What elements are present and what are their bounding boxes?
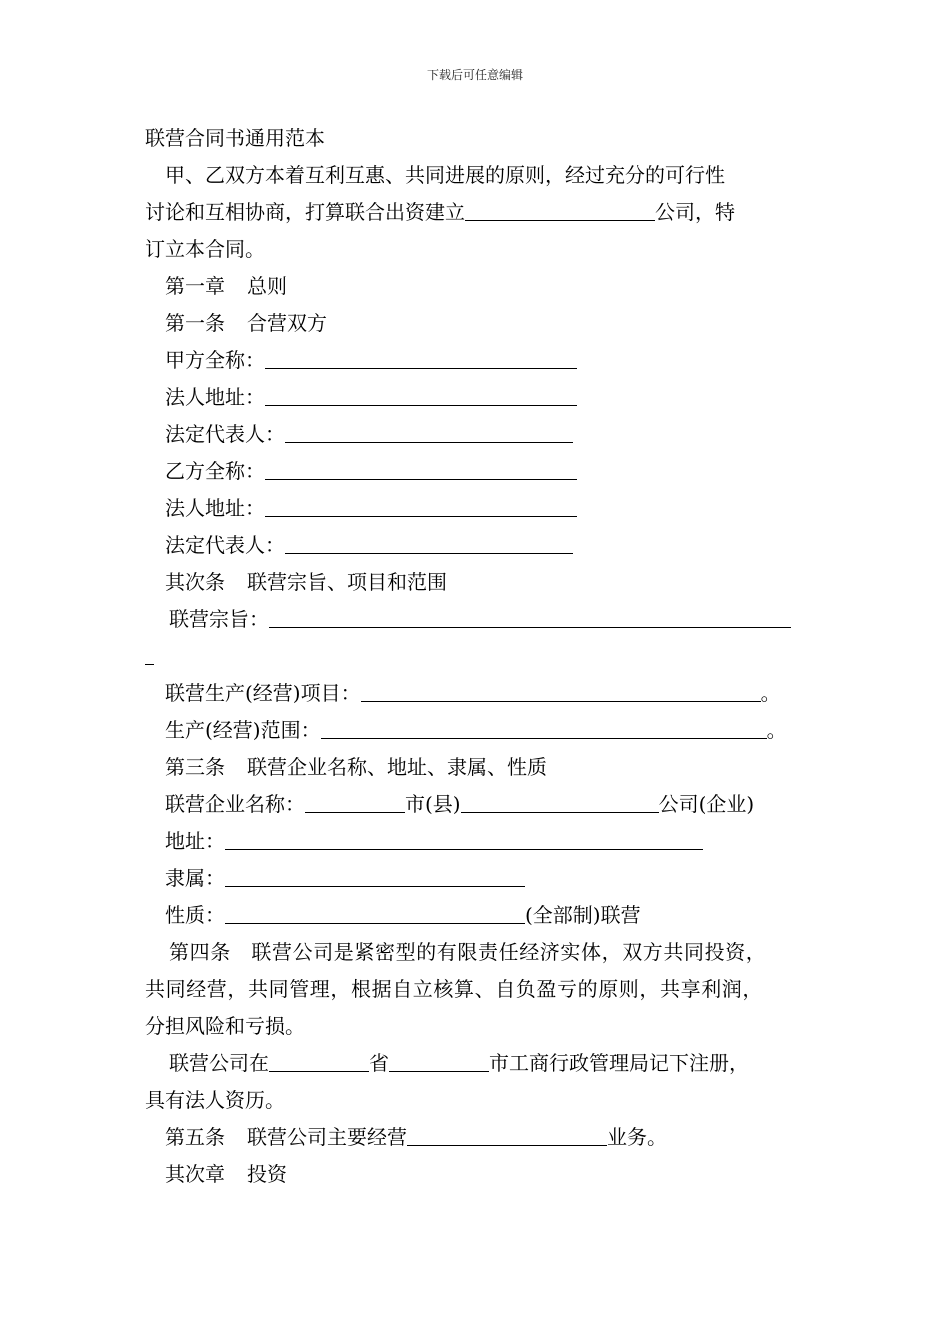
article-name: 合营双方 — [247, 311, 327, 335]
period: 。 — [760, 681, 781, 705]
field-label: 生产(经营)范围： — [165, 718, 321, 742]
registration-row — [145, 1045, 825, 1082]
registration-text: 联营公司在 — [169, 1051, 269, 1075]
chapter-name: 投资 — [247, 1162, 287, 1186]
field-label: 法人地址： — [165, 385, 265, 409]
party-a-address-row — [145, 379, 825, 416]
city-label: 市(县) — [405, 792, 461, 816]
field-label: 乙方全称： — [165, 459, 265, 483]
field-label: 法定代表人： — [165, 422, 285, 446]
party-b-rep-row — [145, 527, 825, 564]
party-a-name-blank[interactable] — [265, 346, 577, 369]
article-label: 其次条 — [165, 570, 225, 594]
field-label: 联营生产(经营)项目： — [165, 681, 361, 705]
field-label: 甲方全称： — [165, 348, 265, 372]
purpose-blank[interactable] — [269, 605, 791, 628]
affiliation-blank[interactable] — [225, 864, 525, 887]
field-label: 联营宗旨： — [169, 607, 269, 631]
article-2-heading — [145, 564, 825, 601]
business-scope-blank[interactable] — [407, 1123, 607, 1146]
enterprise-prefix-blank[interactable] — [305, 790, 405, 813]
province-label: 省 — [369, 1051, 389, 1075]
field-label: 联营企业名称： — [165, 792, 305, 816]
scope-blank[interactable] — [321, 716, 767, 739]
party-a-address-blank[interactable] — [265, 383, 577, 406]
document-title: 联营合同书通用范本 — [145, 126, 325, 150]
period: 。 — [766, 718, 787, 742]
field-label: 隶属： — [165, 866, 225, 890]
nature-suffix: (全部制)联营 — [525, 903, 641, 927]
party-b-name-row — [145, 453, 825, 490]
party-b-rep-blank[interactable] — [285, 531, 573, 554]
article-name: 联营宗旨、项目和范围 — [247, 570, 447, 594]
article-1-heading — [145, 305, 825, 342]
party-b-name-blank[interactable] — [265, 457, 577, 480]
enterprise-address-blank[interactable] — [225, 827, 703, 850]
party-a-rep-row — [145, 416, 825, 453]
enterprise-name-row — [145, 786, 825, 823]
article-text: 联营公司主要经营 — [247, 1125, 407, 1149]
article-4-line-1: 第四条 联营公司是紧密型的有限责任经济实体，双方共同投资， — [169, 940, 767, 964]
chapter-2-heading — [145, 1156, 825, 1193]
field-label: 性质： — [165, 903, 225, 927]
registration-province-blank[interactable] — [269, 1049, 369, 1072]
article-name: 联营企业名称、地址、隶属、性质 — [247, 755, 547, 779]
enterprise-name-blank[interactable] — [461, 790, 659, 813]
field-label: 法人地址： — [165, 496, 265, 520]
intro-line-3: 订立本合同。 — [145, 237, 265, 261]
scope-row — [145, 712, 825, 749]
article-label: 第一条 — [165, 311, 225, 335]
intro-text: 讨论和互相协商，打算联合出资建立 — [145, 200, 465, 224]
article-label: 第三条 — [165, 755, 225, 779]
field-label: 法定代表人： — [165, 533, 285, 557]
article-text: 业务。 — [607, 1125, 667, 1149]
header-note: 下载后可任意编辑 — [426, 68, 523, 82]
nature-row — [145, 897, 825, 934]
registration-line-2: 具有法人资历。 — [145, 1088, 285, 1112]
registration-city-blank[interactable] — [389, 1049, 489, 1072]
purpose-row — [145, 601, 825, 638]
chapter-label: 第一章 — [165, 274, 225, 298]
article-3-heading — [145, 749, 825, 786]
intro-line-2 — [145, 194, 825, 231]
purpose-blank-end[interactable] — [145, 642, 154, 665]
chapter-label: 其次章 — [165, 1162, 225, 1186]
intro-text: 公司，特 — [655, 200, 735, 224]
intro-line-1: 甲、乙双方本着互利互惠、共同进展的原则，经过充分的可行性 — [165, 163, 725, 187]
field-label: 地址： — [165, 829, 225, 853]
enterprise-address-row — [145, 823, 825, 860]
project-row — [145, 675, 825, 712]
contract-document — [145, 120, 825, 1193]
article-label: 第五条 — [165, 1125, 225, 1149]
company-name-blank[interactable] — [465, 198, 655, 221]
party-a-rep-blank[interactable] — [285, 420, 573, 443]
chapter-1-heading — [145, 268, 825, 305]
chapter-name: 总则 — [247, 274, 287, 298]
party-b-address-blank[interactable] — [265, 494, 577, 517]
party-a-name-row — [145, 342, 825, 379]
registration-text: 市工商行政管理局记下注册， — [489, 1051, 749, 1075]
article-4-line-3: 分担风险和亏损。 — [145, 1014, 305, 1038]
nature-blank[interactable] — [225, 901, 525, 924]
article-5-row — [145, 1119, 825, 1156]
company-label: 公司(企业) — [658, 792, 755, 816]
project-blank[interactable] — [361, 679, 761, 702]
party-b-address-row — [145, 490, 825, 527]
article-4-line-2: 共同经营，共同管理，根据自立核算、自负盈亏的原则，共享利润， — [145, 977, 763, 1001]
purpose-row-continuation — [145, 638, 825, 675]
affiliation-row — [145, 860, 825, 897]
